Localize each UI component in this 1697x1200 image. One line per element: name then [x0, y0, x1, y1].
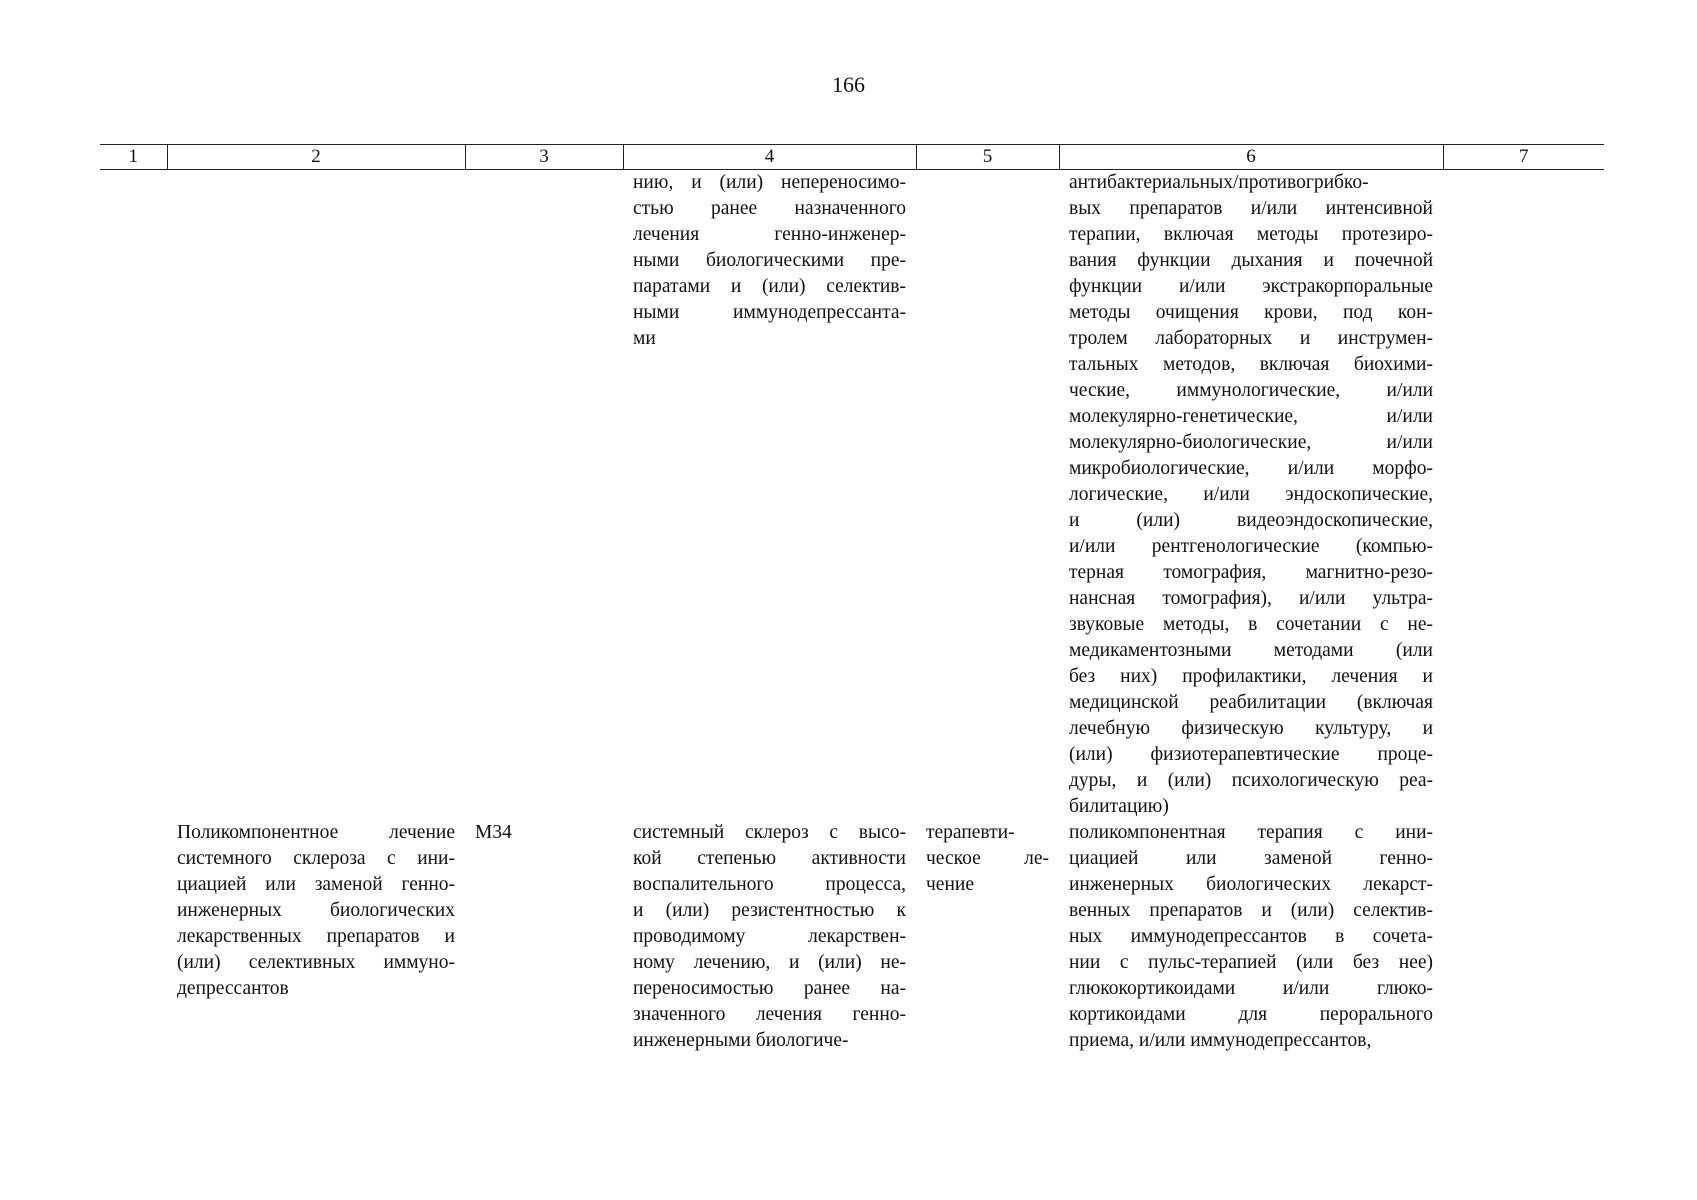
cell-line: циацией или заменой генно-	[177, 874, 455, 895]
cell-line: кортикоидами для перорального	[1069, 1004, 1433, 1025]
cell-line: инженерных биологических	[177, 900, 455, 921]
cell-col5	[916, 820, 1059, 1054]
cell-line: молекулярно-генетические, и/или	[1069, 406, 1433, 427]
cell-line: стью ранее назначенного	[633, 198, 906, 219]
table-row	[100, 820, 1604, 1054]
document-table	[100, 144, 1604, 1054]
cell-line: воспалительного процесса,	[633, 874, 906, 895]
column-header: 5	[916, 145, 1059, 170]
cell-line: тальных методов, включая биохими-	[1069, 354, 1433, 375]
cell-line: ческие, иммунологические, и/или	[1069, 380, 1433, 401]
column-header: 2	[167, 145, 465, 170]
column-number-row	[100, 145, 1604, 170]
cell-line: системного склероза с ини-	[177, 848, 455, 869]
cell-line: значенного лечения генно-	[633, 1004, 906, 1025]
cell-line: и/или рентгенологические (компью-	[1069, 536, 1433, 557]
cell-line: инженерными биологиче-	[633, 1030, 849, 1051]
cell-line: дуры, и (или) психологическую реа-	[1069, 770, 1433, 791]
column-header: 1	[100, 145, 167, 170]
cell-line: логические, и/или эндоскопические,	[1069, 484, 1433, 505]
cell-line: паратами и (или) селектив-	[633, 276, 906, 297]
cell-line: вых препаратов и/или интенсивной	[1069, 198, 1433, 219]
cell-line: без них) профилактики, лечения и	[1069, 666, 1433, 687]
cell-line: переносимостью ранее на-	[633, 978, 906, 999]
cell-line: ному лечению, и (или) не-	[633, 952, 906, 973]
cell-line: (или) селективных иммуно-	[177, 952, 455, 973]
cell-col3: M34	[475, 822, 512, 843]
cell-line: вания функции дыхания и почечной	[1069, 250, 1433, 271]
cell-line: ми	[633, 328, 656, 349]
cell-col2	[167, 170, 465, 821]
cell-line: депрессантов	[177, 978, 289, 999]
cell-line: нии с пульс-терапией (или без нее)	[1069, 952, 1433, 973]
cell-line: нию, и (или) непереносимо-	[633, 172, 906, 193]
cell-line: медицинской реабилитации (включая	[1069, 692, 1433, 713]
cell-line: молекулярно-биологические, и/или	[1069, 432, 1433, 453]
table-row	[100, 170, 1604, 821]
cell-line: терная томография, магнитно-резо-	[1069, 562, 1433, 583]
cell-line: тролем лабораторных и инструмен-	[1069, 328, 1433, 349]
cell-line: поликомпонентная терапия с ини-	[1069, 822, 1433, 843]
cell-col6	[1059, 820, 1443, 1054]
cell-line: чение	[926, 874, 974, 895]
cell-line: методы очищения крови, под кон-	[1069, 302, 1433, 323]
column-header: 7	[1443, 145, 1604, 170]
cell-line: (или) физиотерапевтические проце-	[1069, 744, 1433, 765]
cell-line: ческое ле-	[926, 848, 1049, 869]
cell-line: нансная томография), и/или ультра-	[1069, 588, 1433, 609]
cell-line: билитацию)	[1069, 796, 1169, 817]
cell-col4	[623, 820, 916, 1054]
cell-col7	[1443, 170, 1604, 821]
cell-line: микробиологические, и/или морфо-	[1069, 458, 1433, 479]
column-header: 3	[465, 145, 623, 170]
cell-line: проводимому лекарствен-	[633, 926, 906, 947]
cell-line: Поликомпонентное лечение	[177, 822, 455, 843]
cell-line: системный склероз с высо-	[633, 822, 906, 843]
cell-line: циацией или заменой генно-	[1069, 848, 1433, 869]
cell-line: ных иммунодепрессантов в сочета-	[1069, 926, 1433, 947]
cell-line: приема, и/или иммунодепрессантов,	[1069, 1030, 1372, 1051]
cell-line: терапевти-	[926, 822, 1015, 843]
cell-col5	[916, 170, 1059, 821]
cell-col1	[100, 820, 167, 1054]
cell-line: терапии, включая методы протезиро-	[1069, 224, 1433, 245]
cell-col6	[1059, 170, 1443, 821]
cell-line: антибактериальных/противогрибко-	[1069, 172, 1369, 193]
cell-line: лечебную физическую культуру, и	[1069, 718, 1433, 739]
cell-line: венных препаратов и (или) селектив-	[1069, 900, 1433, 921]
cell-line: лечения генно-инженер-	[633, 224, 906, 245]
column-header: 4	[623, 145, 916, 170]
cell-col2	[167, 820, 465, 1054]
cell-line: медикаментозными методами (или	[1069, 640, 1433, 661]
cell-line: ными иммунодепрессанта-	[633, 302, 906, 323]
cell-line: звуковые методы, в сочетании с не-	[1069, 614, 1433, 635]
cell-line: инженерных биологических лекарст-	[1069, 874, 1433, 895]
cell-line: лекарственных препаратов и	[177, 926, 455, 947]
cell-line: и (или) резистентностью к	[633, 900, 906, 921]
cell-col4	[623, 170, 916, 821]
cell-col3	[465, 170, 623, 821]
cell-col1	[100, 170, 167, 821]
page-number: 166	[832, 72, 865, 97]
column-header: 6	[1059, 145, 1443, 170]
cell-line: и (или) видеоэндоскопические,	[1069, 510, 1433, 531]
cell-line: ными биологическими пре-	[633, 250, 906, 271]
cell-line: глюкокортикоидами и/или глюко-	[1069, 978, 1433, 999]
cell-line: кой степенью активности	[633, 848, 906, 869]
cell-line: функции и/или экстракорпоральные	[1069, 276, 1433, 297]
cell-col7	[1443, 820, 1604, 1054]
